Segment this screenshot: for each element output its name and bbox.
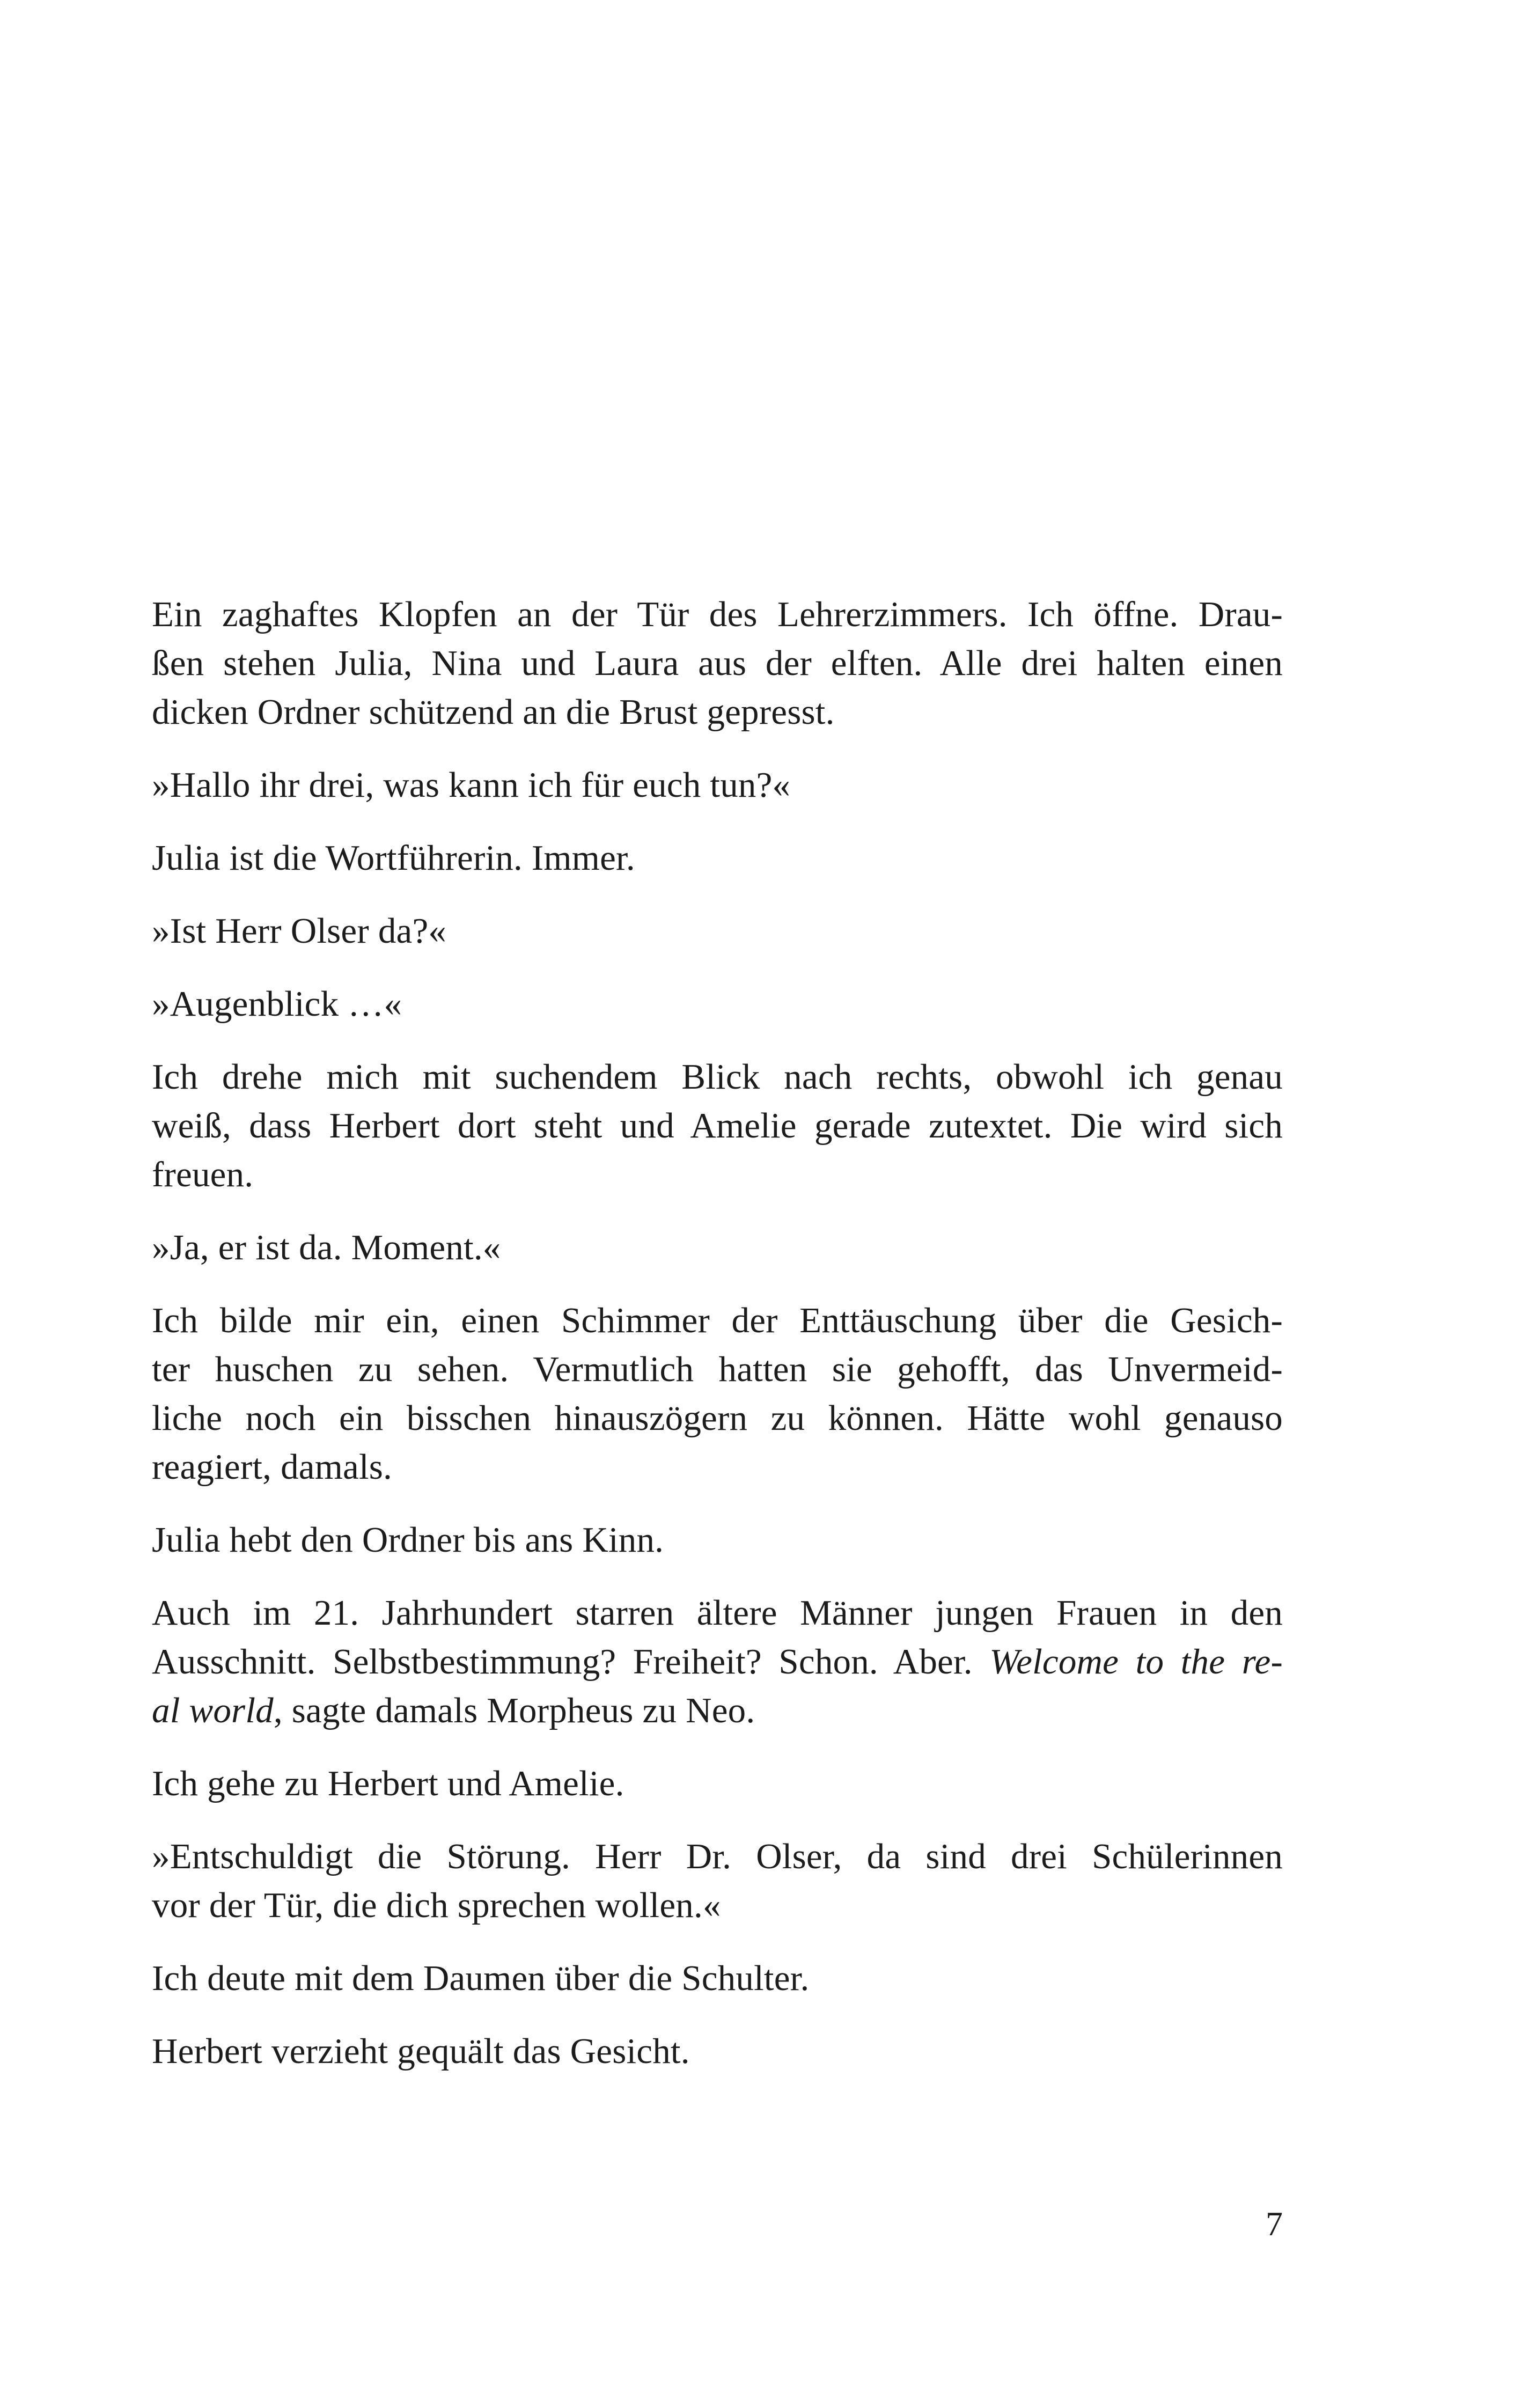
italic-quote: Welcome to the re- xyxy=(989,1642,1283,1682)
text-line: freuen. xyxy=(152,1155,254,1194)
text-segment: , sagte damals Morpheus zu Neo. xyxy=(273,1691,755,1730)
text-line: ter huschen zu sehen. Vermutlich hatten sie gehofft, das Unvermeid- xyxy=(152,1349,1283,1389)
text-line: ßen stehen Julia, Nina und Laura aus der elften. Alle drei halten einen xyxy=(152,643,1283,683)
text-line: Julia ist die Wortführerin. Immer. xyxy=(152,838,635,878)
text-line: dicken Ordner schützend an die Brust gepresst. xyxy=(152,692,835,732)
paragraph xyxy=(152,1296,1283,1492)
paragraph xyxy=(152,2027,1283,2076)
text-line: »Hallo ihr drei, was kann ich für euch tun?« xyxy=(152,765,791,805)
page-number: 7 xyxy=(1266,2205,1283,2243)
text-line: liche noch ein bisschen hinauszögern zu können. Hätte wohl genauso xyxy=(152,1398,1283,1438)
paragraph xyxy=(152,590,1283,737)
text-line: weiß, dass Herbert dort steht und Amelie gerade zutextet. Die wird sich xyxy=(152,1106,1283,1146)
text-line: Julia hebt den Ordner bis ans Kinn. xyxy=(152,1520,664,1560)
text-line: »Entschuldigt die Störung. Herr Dr. Olser, da sind drei Schülerinnen xyxy=(152,1837,1283,1876)
text-line: Auch im 21. Jahrhundert starren ältere Männer jungen Frauen in den xyxy=(152,1593,1283,1633)
text-line: reagiert, damals. xyxy=(152,1447,392,1487)
paragraph xyxy=(152,1516,1283,1565)
body-text xyxy=(152,590,1283,2100)
text-line: Ein zaghaftes Klopfen an der Tür des Lehrerzimmers. Ich öffne. Drau- xyxy=(152,594,1283,634)
text-line xyxy=(152,1638,1283,1686)
paragraph xyxy=(152,834,1283,883)
paragraph xyxy=(152,1053,1283,1199)
text-line: Ich drehe mich mit suchendem Blick nach rechts, obwohl ich genau xyxy=(152,1057,1283,1097)
text-line: »Ja, er ist da. Moment.« xyxy=(152,1228,501,1267)
paragraph xyxy=(152,907,1283,956)
paragraph xyxy=(152,1954,1283,2003)
text-segment: Ausschnitt. Selbstbestimmung? Freiheit? Schon. Aber. xyxy=(152,1642,990,1682)
paragraph xyxy=(152,1832,1283,1930)
text-line xyxy=(152,1686,1283,1735)
text-line: Herbert verzieht gequält das Gesicht. xyxy=(152,2031,690,2071)
text-line: »Augenblick …« xyxy=(152,984,402,1024)
paragraph xyxy=(152,1759,1283,1808)
text-line: »Ist Herr Olser da?« xyxy=(152,911,447,951)
paragraph xyxy=(152,761,1283,810)
italic-quote: al world xyxy=(152,1691,274,1730)
paragraph xyxy=(152,1223,1283,1272)
paragraph xyxy=(152,1589,1283,1735)
paragraph xyxy=(152,980,1283,1029)
text-line: Ich bilde mir ein, einen Schimmer der Enttäuschung über die Gesich- xyxy=(152,1301,1283,1340)
text-line: vor der Tür, die dich sprechen wollen.« xyxy=(152,1885,721,1925)
text-line: Ich deute mit dem Daumen über die Schulter. xyxy=(152,1958,810,1998)
text-line: Ich gehe zu Herbert und Amelie. xyxy=(152,1764,624,1803)
